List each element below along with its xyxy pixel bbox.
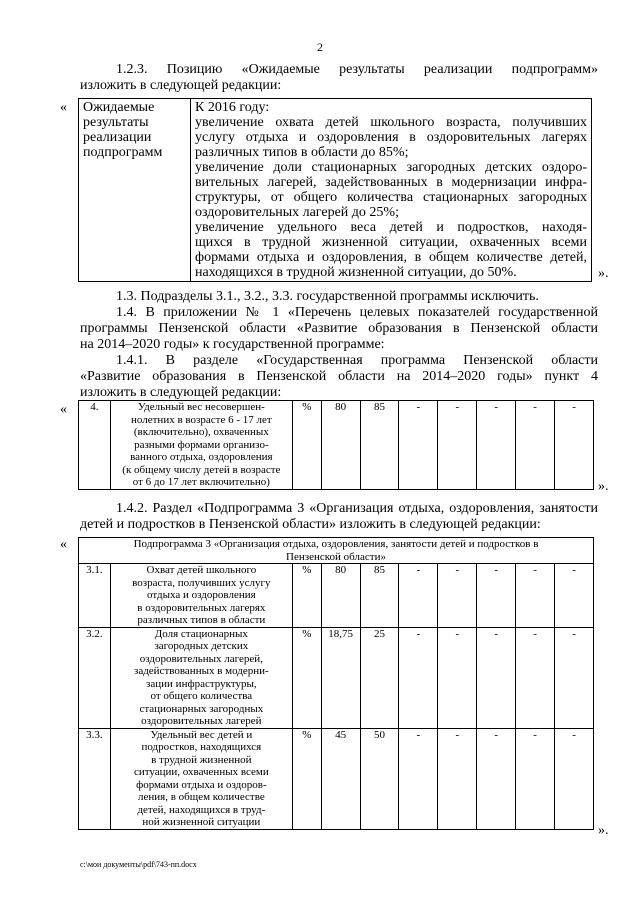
text-line: программы Пензенской области «Развитие образования в Пензенской области xyxy=(80,321,598,336)
text-line: изложить в следующей редакции: xyxy=(80,78,282,93)
text-line: Охват детей школьного xyxy=(146,564,257,576)
indicator-name xyxy=(110,564,292,628)
text-line: (к общему числу детей в возрасте xyxy=(122,463,281,476)
text-line: от общего количества xyxy=(150,690,253,702)
value-cell: - xyxy=(438,401,477,490)
text-line: нолетних в возрасте 6 - 17 лет xyxy=(131,413,272,426)
text-line: вительных лагерей, задействованных в модернизации инфра- xyxy=(195,175,587,190)
text-line: ления, в общем количестве xyxy=(137,791,265,803)
value-cell: - xyxy=(477,728,516,829)
text-line: Доля стационарных xyxy=(154,627,248,640)
table-header-row xyxy=(79,538,594,564)
text-line: отдыха и оздоровления xyxy=(147,589,256,601)
text-line: ванного отдыха, оздоровления xyxy=(130,451,273,463)
text-line: 1.3. Подразделы 3.1., 3.2., 3.3. государственной программы исключить. xyxy=(116,289,539,304)
row-number: 3.1. xyxy=(79,564,111,628)
value-cell: - xyxy=(555,564,594,628)
text-line: различных типов в области до 85%; xyxy=(195,145,409,160)
text-line: оздоровительных лагерей до 25%; xyxy=(195,205,399,220)
indicator-name xyxy=(110,627,292,728)
text-line: в трудной жизненной xyxy=(151,753,252,766)
text-line: формами отдыха и оздоров- xyxy=(136,778,267,791)
value-cell: 80 xyxy=(321,401,360,490)
indicator-name xyxy=(110,401,292,490)
text-line: ситуации, охваченных всеми xyxy=(133,766,269,778)
paragraph-1-3-1-4 xyxy=(80,289,598,401)
text-line: разными формами организо- xyxy=(134,438,269,451)
text-line: увеличение охвата детей школьного возраста, получивших xyxy=(195,115,587,130)
text-line: задействованных в модерни- xyxy=(133,665,269,677)
expected-results-table xyxy=(78,98,592,282)
text-line: услугу отдыха и оздоровления в оздоровительных лагерях xyxy=(195,130,587,145)
paragraph-1-2-3 xyxy=(80,62,598,94)
quote-close: ». xyxy=(598,266,609,281)
table-row xyxy=(79,728,594,829)
value-cell: 80 xyxy=(321,564,360,628)
value-cell: 18,75 xyxy=(321,627,360,728)
value-cell: - xyxy=(477,627,516,728)
text-line: находящихся в трудной жизненной ситуации, до 50%. xyxy=(195,265,517,280)
value-cell: - xyxy=(399,627,438,728)
quote-open: « xyxy=(60,537,67,552)
text-line: 1.4.1. В разделе «Государственная программа Пензенской области xyxy=(116,353,598,368)
text-line: в оздоровительных лагерях xyxy=(137,601,266,614)
label-cell xyxy=(79,99,191,282)
text-line: структуры, от общего количества стационарных загородных xyxy=(195,190,587,205)
text-line: Ожидаемые xyxy=(83,100,155,115)
row-number: 3.3. xyxy=(79,728,111,829)
text-line: Удельный вес детей и xyxy=(150,728,253,741)
value-cell: - xyxy=(516,564,555,628)
value-cell: 85 xyxy=(360,401,399,490)
quote-open: « xyxy=(60,402,67,417)
value-cell: 25 xyxy=(360,627,399,728)
text-line: (включительно), охваченных xyxy=(133,426,269,438)
value-cell: - xyxy=(516,728,555,829)
value-cell: - xyxy=(555,627,594,728)
text-line: подпрограмм xyxy=(83,145,163,160)
value-cell: - xyxy=(516,401,555,490)
value-cell: - xyxy=(477,564,516,628)
text-line: детей, находящихся в труд- xyxy=(137,803,266,816)
text-line: формами отдыха и оздоровления, в общем количестве детей, xyxy=(195,250,587,265)
page-number: 2 xyxy=(317,40,323,54)
value-cell: - xyxy=(438,728,477,829)
value-cell: 45 xyxy=(321,728,360,829)
value-cell: - xyxy=(555,401,594,490)
value-cell: - xyxy=(438,564,477,628)
text-line: 1.2.3. Позицию «Ожидаемые результаты реализации подпрограмм» xyxy=(116,62,598,77)
table-row xyxy=(79,564,594,628)
value-cell: - xyxy=(399,564,438,628)
value-cell: - xyxy=(399,728,438,829)
text-line: возраста, получивших услугу xyxy=(132,576,271,589)
file-path-footer: c:\мои документы\pdf\743-пп.docx xyxy=(80,860,197,869)
unit-cell: % xyxy=(292,564,321,628)
quote-open: « xyxy=(60,100,67,115)
unit-cell: % xyxy=(292,401,321,490)
text-line: изложить в следующей редакции: xyxy=(80,385,282,400)
value-cell xyxy=(191,99,592,282)
row-number: 4. xyxy=(79,401,111,490)
text-line: К 2016 году: xyxy=(195,100,270,115)
text-line: Удельный вес несовершен- xyxy=(137,401,265,413)
unit-cell: % xyxy=(292,627,321,728)
unit-cell: % xyxy=(292,728,321,829)
indicator-name xyxy=(110,728,292,829)
text-line: 1.4. В приложении № 1 «Перечень целевых показателей государственной xyxy=(116,305,598,320)
value-cell: - xyxy=(438,627,477,728)
value-cell: - xyxy=(516,627,555,728)
text-line: от 6 до 17 лет включительно) xyxy=(132,476,270,488)
subprogram-3-table xyxy=(78,537,594,830)
text-line: увеличение доли стационарных загородных детских оздоро- xyxy=(195,160,587,175)
text-line: ной жизненной ситуации xyxy=(142,816,261,828)
value-cell: 50 xyxy=(360,728,399,829)
indicator-table-4 xyxy=(78,400,594,490)
quote-close: ». xyxy=(598,823,609,838)
value-cell: 85 xyxy=(360,564,399,628)
text-line: реализации xyxy=(83,130,152,145)
quote-close: ». xyxy=(598,479,609,494)
value-cell: - xyxy=(399,401,438,490)
row-number: 3.2. xyxy=(79,627,111,728)
text-line: подростков, находящихся xyxy=(141,741,262,753)
text-line: Подпрограмма 3 «Организация отдыха, оздоровления, занятости детей и подростков в xyxy=(133,538,539,550)
text-line: 1.4.2. Раздел «Подпрограмма 3 «Организация отдыха, оздоровления, занятости xyxy=(116,501,598,516)
text-line: результаты xyxy=(83,115,149,130)
table-row xyxy=(79,627,594,728)
text-line: оздоровительных лагерей, xyxy=(139,652,263,665)
text-line: детей и подростков в Пензенской области» изложить в следующей редакции: xyxy=(80,517,541,532)
paragraph-1-4-2 xyxy=(80,501,598,533)
subprogram-header xyxy=(79,538,594,564)
text-line: «Развитие образования в Пензенской области на 2014–2020 годы» пункт 4 xyxy=(80,369,598,384)
text-line: различных типов в области xyxy=(137,614,266,626)
value-cell: - xyxy=(477,401,516,490)
text-line: Пензенской области» xyxy=(286,550,386,563)
text-line: стационарных загородных xyxy=(139,702,264,715)
text-line: на 2014–2020 годы» к государственной программе: xyxy=(80,337,385,352)
text-line: зации инфраструктуры, xyxy=(146,677,257,690)
text-line: щихся в трудной жизненной ситуации, охваченных всеми xyxy=(195,235,587,250)
value-cell: - xyxy=(555,728,594,829)
table-row xyxy=(79,401,594,490)
text-line: оздоровительных лагерей xyxy=(141,715,262,727)
text-line: загородных детских xyxy=(154,640,249,652)
text-line: увеличение удельного веса детей и подростков, находя- xyxy=(195,220,587,235)
